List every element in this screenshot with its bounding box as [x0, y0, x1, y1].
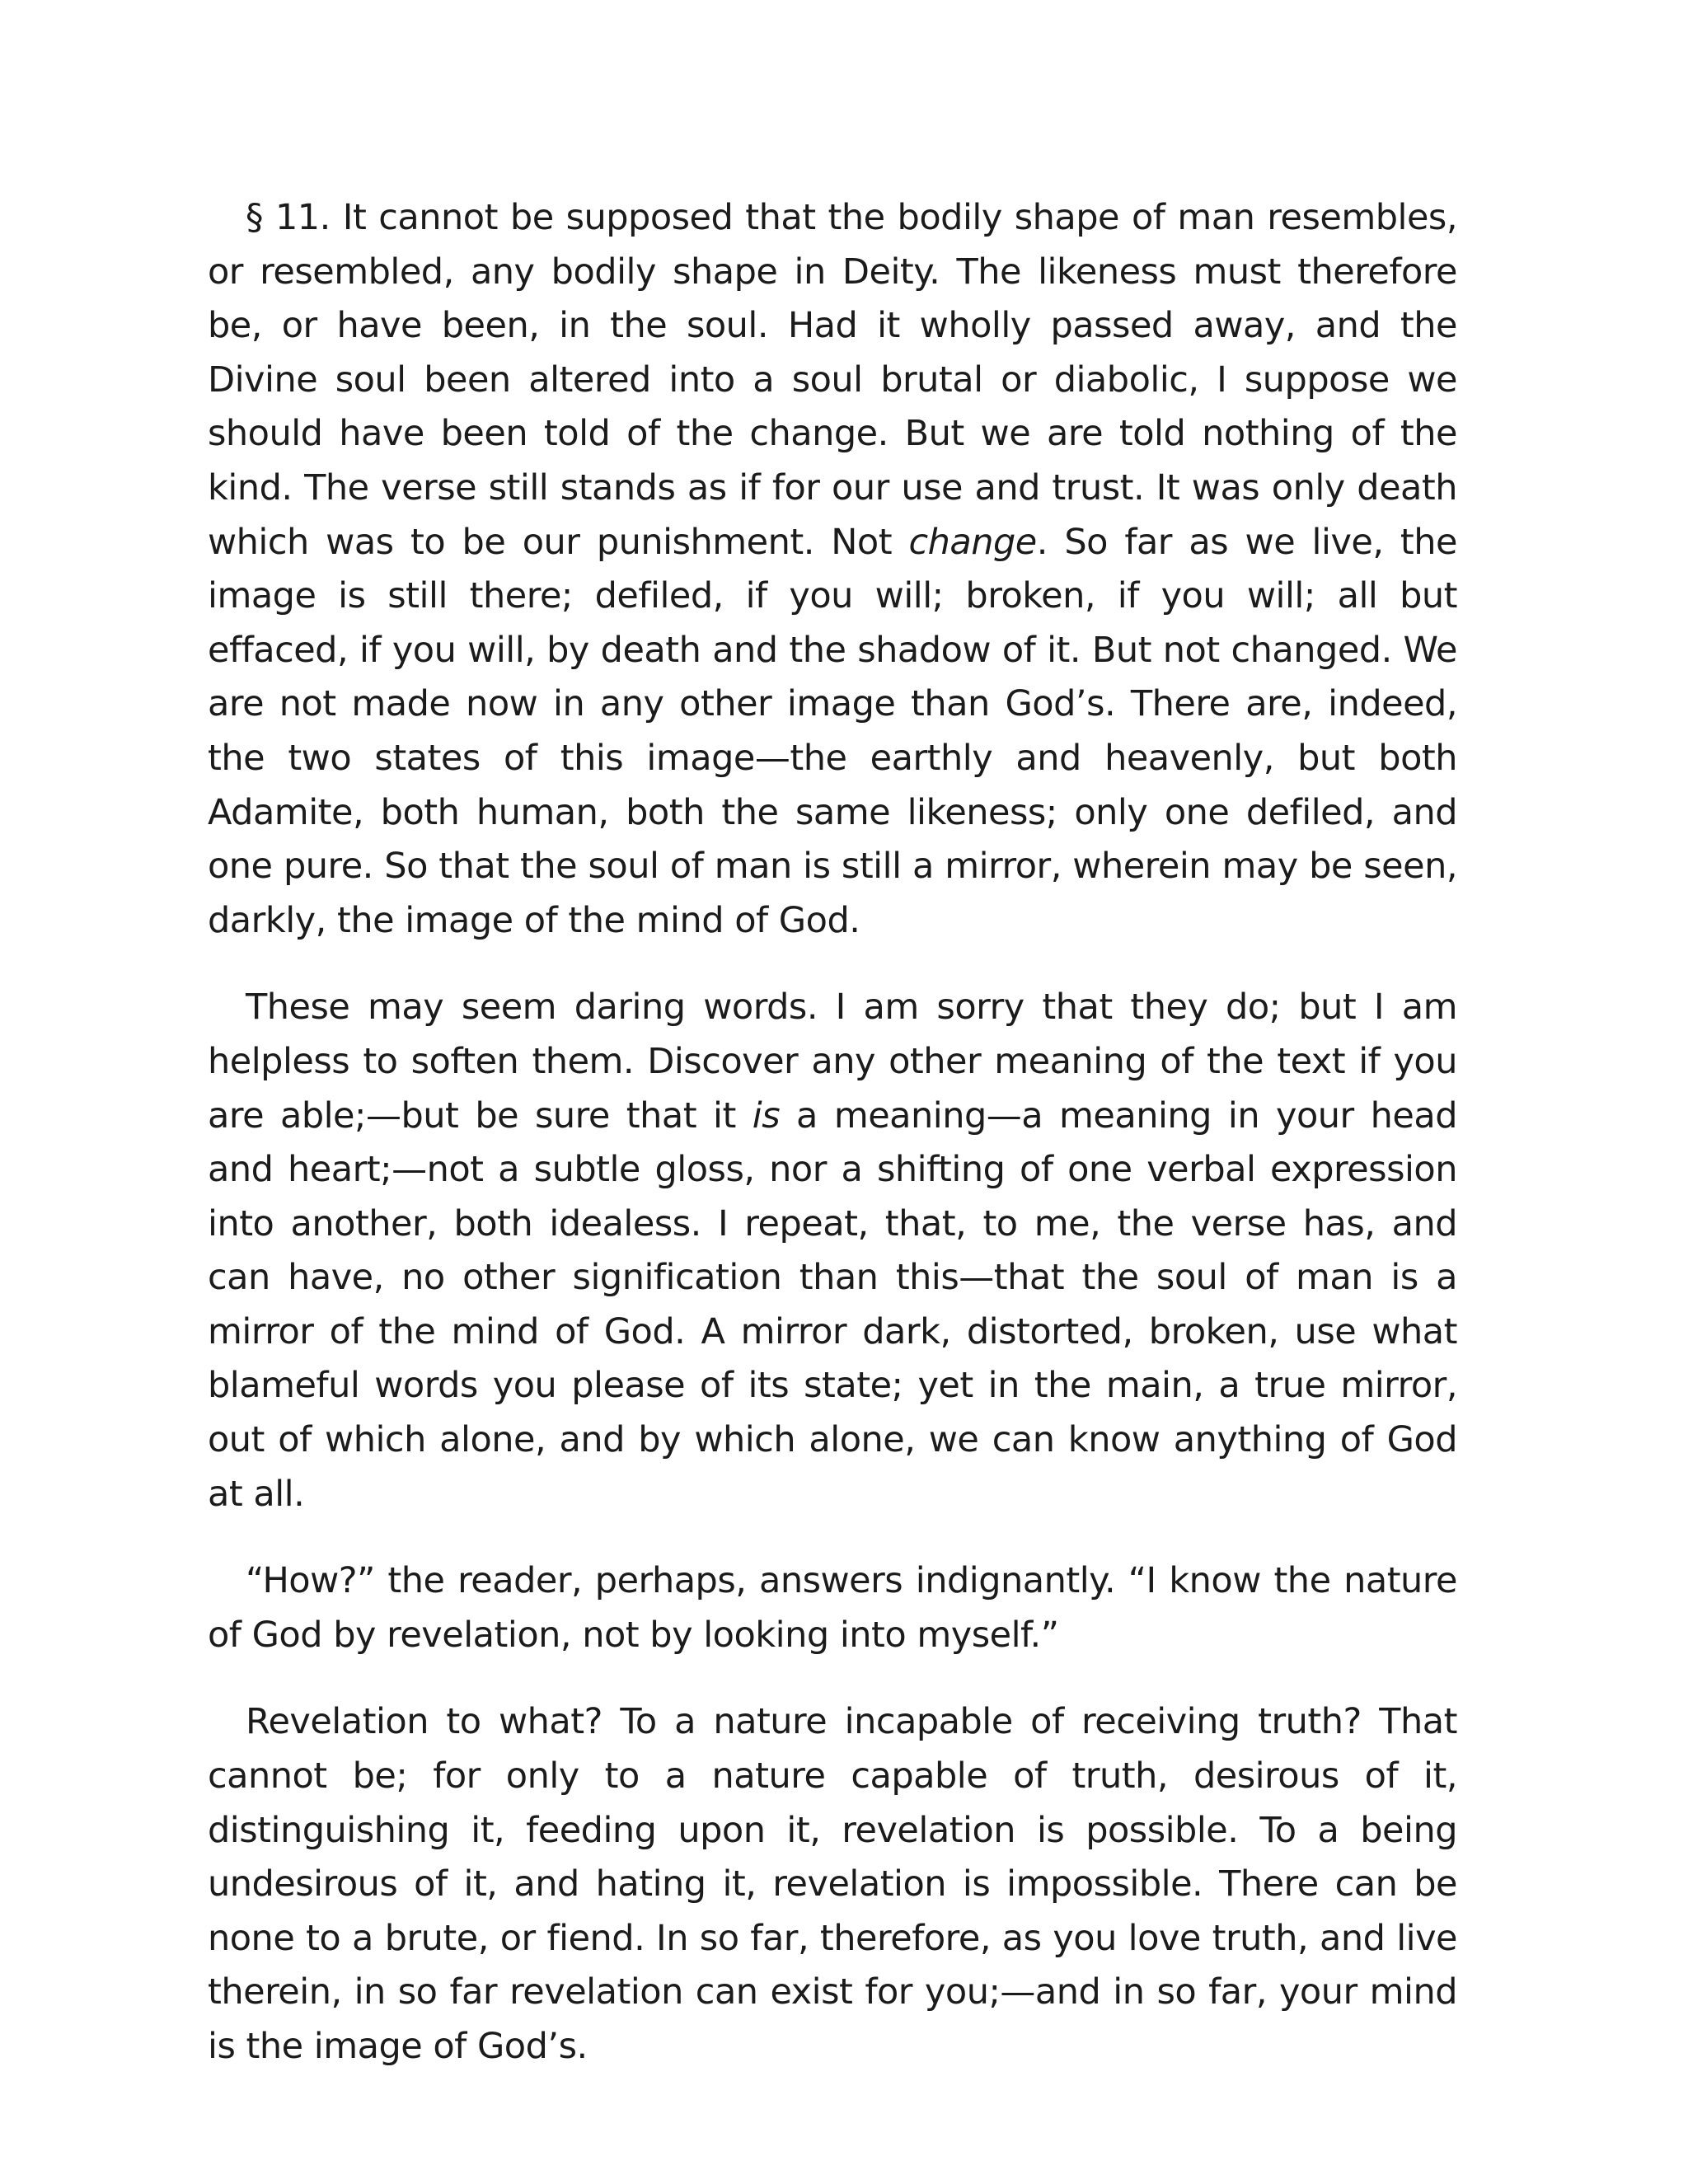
paragraph-2-italic-is: is	[752, 1094, 781, 1137]
paragraph-3	[208, 1554, 1457, 1662]
paragraph-3-text: “How?” the reader, perhaps, answers indignantly. “I know the nature of God by revelation, not by looking into myself.”	[208, 1560, 1457, 1656]
paragraph-4-text: Revelation to what? To a nature incapable of receiving truth? That cannot be; for only to a nature capable of truth, desirous of it, distinguishing it, feeding upon it, revelation is possible. To a being undesirous of it, and hating it, revelation is impossible. There can be none to a brute, or fiend. In so far, therefore, as you love truth, and live therein, in so far revelation can exist for you;—and in so far, your mind is the image of God’s.	[208, 1701, 1457, 2067]
paragraph-4	[208, 1695, 1457, 2074]
paragraph-1-italic-change: change	[908, 521, 1037, 563]
paragraph-2-text-a: These may seem daring words. I am sorry that they do; but I am helpless to soften them. Discover any other meaning of the text if you are able;—but be sure that it	[208, 987, 1457, 1137]
paragraph-1-text-b: . So far as we live, the image is still there; defiled, if you will; broken, if you will; all but effaced, if you will, by death and the shadow of it. But not changed. We are not made now in any other image than God’s. There are, indeed, the two states of this image—the earthly and heavenly, but both Adamite, both human, both the same likeness; only one defiled, and one pure. So that the soul of man is still a mirror, wherein may be seen, darkly, the image of the mind of God.	[208, 521, 1457, 941]
document-page	[208, 191, 1457, 2074]
paragraph-2-text-b: a meaning—a meaning in your head and heart;—not a subtle gloss, nor a shifting of one verbal expression into another, both idealess. I repeat, that, to me, the verse has, and can have, no other signification than this—that the soul of man is a mirror of the mind of God. A mirror dark, distorted, broken, use what blameful words you please of its state; yet in the main, a true mirror, out of which alone, and by which alone, we can know anything of God at all.	[208, 1094, 1457, 1515]
paragraph-1-text-a: § 11. It cannot be supposed that the bodily shape of man resembles, or resembled, any bodily shape in Deity. The likeness must therefore be, or have been, in the soul. Had it wholly passed away, and the Divine soul been altered into a soul brutal or diabolic, I suppose we should have been told of the change. But we are told nothing of the kind. The verse still stands as if for our use and trust. It was only death which was to be our punishment. Not	[208, 197, 1457, 563]
paragraph-1	[208, 191, 1457, 948]
paragraph-2	[208, 981, 1457, 1521]
